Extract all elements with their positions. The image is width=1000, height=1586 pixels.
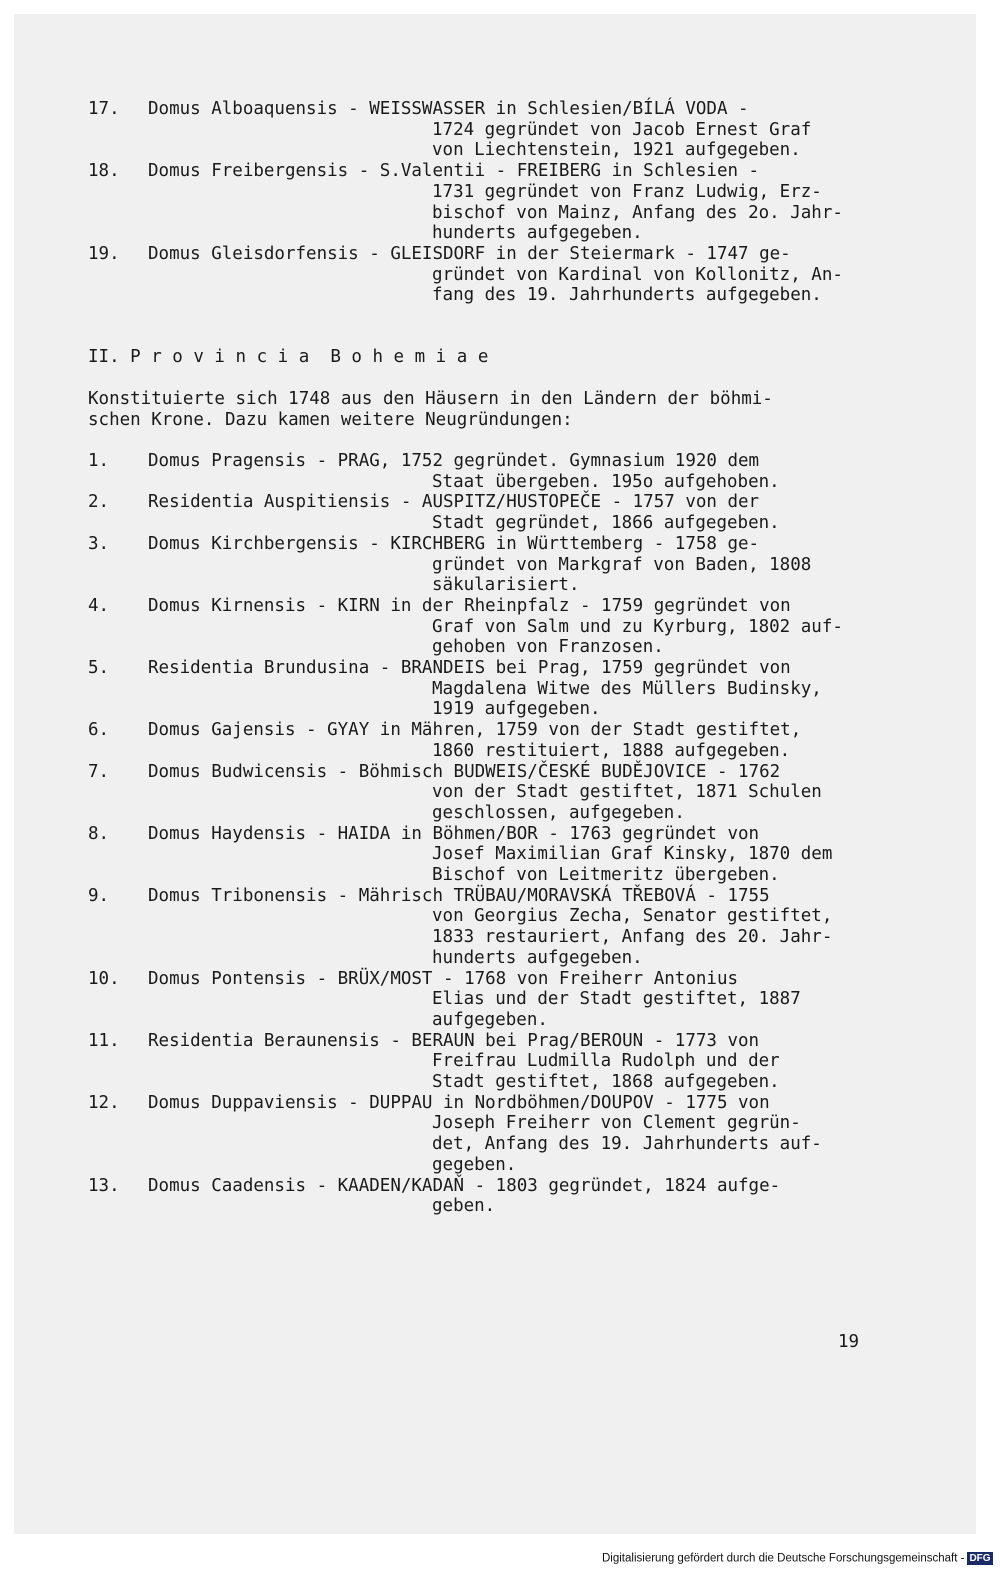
entry-number: 6. bbox=[88, 720, 110, 741]
entry-line: Freifrau Ludmilla Rudolph und der bbox=[432, 1051, 780, 1072]
entry-line: gegeben. bbox=[432, 1154, 517, 1175]
entry-line: Magdalena Witwe des Müllers Budinsky, bbox=[432, 678, 822, 699]
entry-line: fang des 19. Jahrhunderts aufgegeben. bbox=[432, 285, 822, 306]
entry-number: 5. bbox=[88, 658, 110, 678]
entry-number: 2. bbox=[88, 492, 110, 513]
footer-credit bbox=[602, 1552, 993, 1565]
entry-number: 10. bbox=[88, 968, 120, 989]
entry-line: Graf von Salm und zu Kyrburg, 1802 auf- bbox=[432, 616, 843, 637]
entry-line: hunderts aufgegeben. bbox=[432, 947, 643, 968]
entry-number: 1. bbox=[88, 451, 110, 471]
entry-line: Domus Gajensis - GYAY in Mähren, 1759 von der Stadt gestiftet, bbox=[148, 720, 802, 741]
entry-number: 11. bbox=[88, 1030, 120, 1051]
entry-line: säkularisiert. bbox=[432, 575, 580, 596]
entry-number: 4. bbox=[88, 595, 110, 616]
section-heading: II. P r o v i n c i a B o h e m i a e bbox=[88, 347, 489, 367]
entry-number: 18. bbox=[88, 161, 120, 182]
entry-line: Stadt gestiftet, 1868 aufgegeben. bbox=[432, 1072, 780, 1092]
entry-number: 8. bbox=[88, 823, 110, 844]
entry-line: Elias und der Stadt gestiftet, 1887 bbox=[432, 989, 801, 1010]
entry-line: 1860 restituiert, 1888 aufgegeben. bbox=[432, 740, 791, 761]
entry-line: Domus Caadensis - KAADEN/KADAŇ - 1803 gegründet, 1824 aufge- bbox=[148, 1175, 781, 1196]
footer-text: Digitalisierung gefördert durch die Deutsche Forschungsgemeinschaft - bbox=[602, 1552, 965, 1565]
entry-line: Domus Haydensis - HAIDA in Böhmen/BOR - 1763 gegründet von bbox=[148, 823, 760, 844]
entry-line: hunderts aufgegeben. bbox=[432, 223, 643, 244]
entry-line: von Georgius Zecha, Senator gestiftet, bbox=[432, 906, 833, 927]
dfg-logo: DFG bbox=[969, 1553, 991, 1564]
entry-line: Bischof von Leitmeritz übergeben. bbox=[432, 865, 780, 885]
entry-line: Residentia Beraunensis - BERAUN bei Prag/BEROUN - 1773 von bbox=[148, 1030, 760, 1051]
entry-line: Domus Kirnensis - KIRN in der Rheinpfalz - 1759 gegründet von bbox=[148, 595, 791, 616]
entry-number: 12. bbox=[88, 1092, 120, 1113]
entry-line: geschlossen, aufgegeben. bbox=[432, 802, 685, 823]
entry-line: von der Stadt gestiftet, 1871 Schulen bbox=[432, 782, 822, 803]
intro-line: schen Krone. Dazu kamen weitere Neugründungen: bbox=[88, 409, 573, 430]
entry-line: Residentia Brundusina - BRANDEIS bei Prag, 1759 gegründet von bbox=[148, 658, 791, 678]
entry-line: Domus Tribonensis - Mährisch TRÜBAU/MORAVSKÁ TŘEBOVÁ - 1755 bbox=[148, 885, 770, 906]
entry-line: 1724 gegründet von Jacob Ernest Graf bbox=[432, 119, 812, 140]
entry-number: 3. bbox=[88, 533, 110, 554]
entry-line: Joseph Freiherr von Clement gegrün- bbox=[432, 1113, 801, 1134]
entry-line: Domus Kirchbergensis - KIRCHBERG in Württemberg - 1758 ge- bbox=[148, 533, 760, 554]
entry-line: Domus Gleisdorfensis - GLEISDORF in der Steiermark - 1747 ge- bbox=[148, 243, 791, 264]
entry-line: 1731 gegründet von Franz Ludwig, Erz- bbox=[432, 181, 822, 202]
page-number: 19 bbox=[838, 1332, 860, 1352]
entry-line: Domus Budwicensis - Böhmisch BUDWEIS/ČESKÉ BUDĚJOVICE - 1762 bbox=[148, 761, 781, 782]
entry-line: det, Anfang des 19. Jahrhunderts auf- bbox=[432, 1134, 822, 1155]
entry-line: 1919 aufgegeben. bbox=[432, 699, 601, 720]
entry-line: Josef Maximilian Graf Kinsky, 1870 dem bbox=[432, 844, 833, 865]
entry-line: gründet von Kardinal von Kollonitz, An- bbox=[432, 264, 843, 285]
entry-line: Domus Freibergensis - S.Valentii - FREIBERG in Schlesien - bbox=[148, 161, 760, 182]
entry-line: geben. bbox=[432, 1196, 496, 1217]
entry-line: von Liechtenstein, 1921 aufgegeben. bbox=[432, 140, 801, 161]
entry-line: bischof von Mainz, Anfang des 2o. Jahr- bbox=[432, 202, 843, 223]
entry-line: aufgegeben. bbox=[432, 1009, 548, 1030]
entry-number: 9. bbox=[88, 885, 110, 906]
entry-line: gehoben von Franzosen. bbox=[432, 637, 664, 658]
entry-line: Residentia Auspitiensis - AUSPITZ/HUSTOPEČE - 1757 von der bbox=[148, 492, 760, 513]
entry-number: 7. bbox=[88, 761, 110, 782]
entry-line: Domus Alboaquensis - WEISSWASSER in Schlesien/BÍLÁ VODA - bbox=[148, 99, 749, 119]
entry-line: Domus Pragensis - PRAG, 1752 gegründet. Gymnasium 1920 dem bbox=[148, 451, 760, 471]
entry-line: gründet von Markgraf von Baden, 1808 bbox=[432, 554, 812, 575]
entry-number: 19. bbox=[88, 243, 120, 264]
entry-line: 1833 restauriert, Anfang des 20. Jahr- bbox=[432, 927, 833, 948]
entry-number: 17. bbox=[88, 99, 120, 119]
entry-line: Domus Duppaviensis - DUPPAU in Nordböhmen/DOUPOV - 1775 von bbox=[148, 1092, 770, 1113]
entry-line: Domus Pontensis - BRÜX/MOST - 1768 von Freiherr Antonius bbox=[148, 968, 739, 989]
entry-line: Staat übergeben. 195o aufgehoben. bbox=[432, 471, 780, 492]
entry-number: 13. bbox=[88, 1175, 120, 1196]
intro-line: Konstituierte sich 1748 aus den Häusern in den Ländern der böhmi- bbox=[88, 389, 773, 409]
entry-line: Stadt gegründet, 1866 aufgegeben. bbox=[432, 513, 780, 534]
